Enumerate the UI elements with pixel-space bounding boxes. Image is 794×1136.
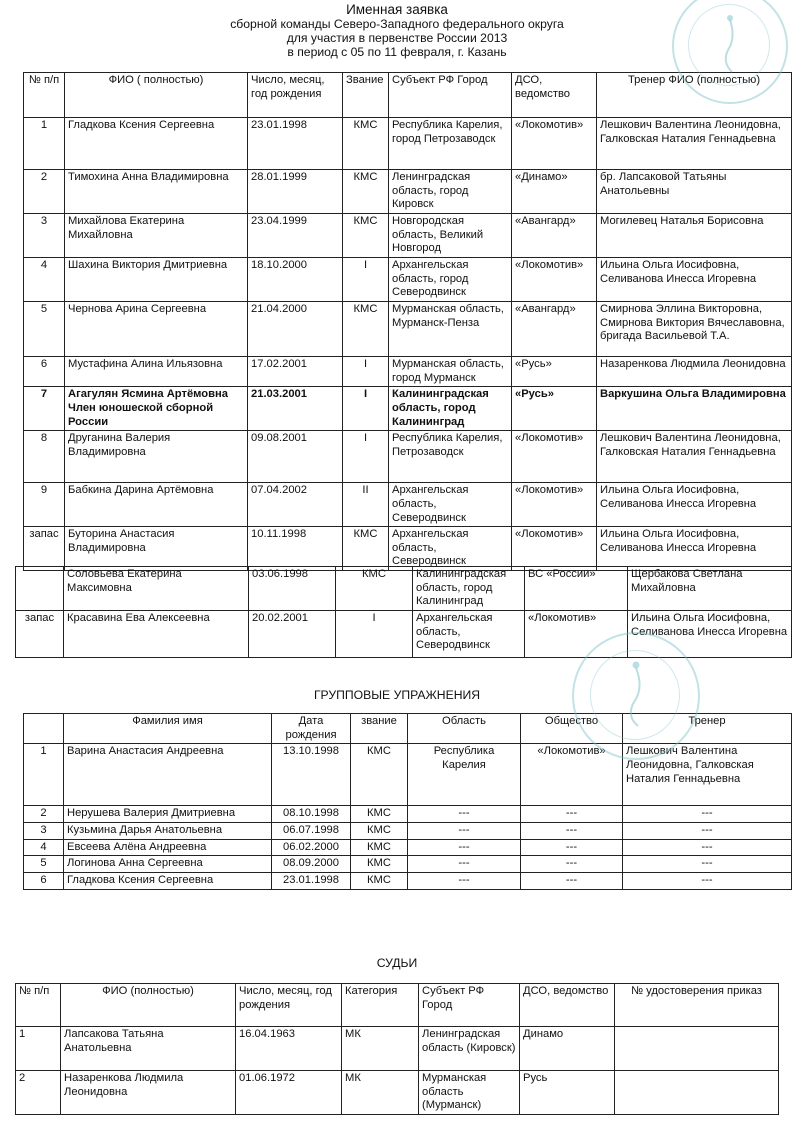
row-num: 8 [24, 431, 65, 483]
row-region: --- [408, 806, 521, 823]
row-num: 1 [24, 744, 64, 806]
table-row [16, 1071, 779, 1115]
group-header-dob: Дата рождения [272, 714, 351, 744]
athletes-table [23, 72, 792, 571]
row-rank: КМС [343, 118, 389, 170]
row-coach: --- [623, 856, 792, 873]
row-name: Чернова Арина Сергеевна [65, 301, 248, 356]
row-region: Ленинградская область, город Кировск [389, 170, 512, 214]
row-coach: Назаренкова Людмила Леонидовна [597, 356, 792, 386]
judges-header-name: ФИО (полностью) [61, 984, 236, 1027]
table-row [24, 356, 792, 386]
judges-header-region: Субъект РФ Город [419, 984, 520, 1027]
row-num: 2 [16, 1071, 61, 1115]
row-coach: Ильина Ольга Иосифовна, Селиванова Инесса Игоревна [628, 611, 792, 658]
row-rank: I [343, 431, 389, 483]
row-region: Архангельская область, Северодвинск [389, 483, 512, 527]
row-coach: Лешкович Валентина Леонидовна, Галковская Наталия Геннадьевна [623, 744, 792, 806]
row-coach: --- [623, 806, 792, 823]
row-region: Новгородская область, Великий Новгород [389, 213, 512, 257]
row-name: Бабкина Дарина Артёмовна [65, 483, 248, 527]
row-num: 5 [24, 301, 65, 356]
row-num: 2 [24, 170, 65, 214]
row-name: Нерушева Валерия Дмитриевна [64, 806, 272, 823]
row-region: --- [408, 872, 521, 889]
group-header-num [24, 714, 64, 744]
row-num: 3 [24, 213, 65, 257]
row-dob: 06.02.2000 [272, 839, 351, 856]
row-category: МК [342, 1027, 419, 1071]
row-dso: «Авангард» [512, 213, 597, 257]
judges-header-dso: ДСО, ведомство [520, 984, 615, 1027]
row-dob: 23.04.1999 [248, 213, 343, 257]
row-name: Друганина Валерия Владимировна [65, 431, 248, 483]
table-row [24, 257, 792, 301]
row-name: Шахина Виктория Дмитриевна [65, 257, 248, 301]
row-region: Архангельская область, Северодвинск [413, 611, 525, 658]
row-name: Буторина Анастасия Владимировна [65, 527, 248, 571]
row-rank: КМС [351, 856, 408, 873]
header-num: № п/п [24, 73, 65, 118]
table-row [16, 567, 792, 611]
row-dob: 21.04.2000 [248, 301, 343, 356]
row-region: --- [408, 839, 521, 856]
row-num [16, 567, 64, 611]
row-num: 9 [24, 483, 65, 527]
row-region: --- [408, 822, 521, 839]
row-coach: Ильина Ольга Иосифовна, Селиванова Инесса Игоревна [597, 257, 792, 301]
judges-header-num: № п/п [16, 984, 61, 1027]
row-dob: 28.01.1999 [248, 170, 343, 214]
row-name: Агагулян Ясмина Артёмовна Член юношеской сборной России [65, 387, 248, 431]
row-dso: ВС «России» [525, 567, 628, 611]
row-num: 5 [24, 856, 64, 873]
row-num: 4 [24, 839, 64, 856]
table-row [24, 118, 792, 170]
row-name: Соловьева Екатерина Максимовна [64, 567, 249, 611]
table-row [24, 822, 792, 839]
row-dso: «Локомотив» [512, 431, 597, 483]
row-coach: Лешкович Валентина Леонидовна, Галковская Наталия Геннадьевна [597, 431, 792, 483]
row-num: 6 [24, 356, 65, 386]
row-society: --- [521, 806, 623, 823]
row-dob: 07.04.2002 [248, 483, 343, 527]
row-dso: «Авангард» [512, 301, 597, 356]
row-dso: «Русь» [512, 387, 597, 431]
header-dso: ДСО, ведомство [512, 73, 597, 118]
row-rank: I [336, 611, 413, 658]
row-rank: КМС [343, 170, 389, 214]
header-dob: Число, месяц, год рождения [248, 73, 343, 118]
row-region: Калининградская область, город Калининград [413, 567, 525, 611]
row-region: Республика Карелия [408, 744, 521, 806]
row-dob: 18.10.2000 [248, 257, 343, 301]
header-coach: Тренер ФИО (полностью) [597, 73, 792, 118]
group-header-rank: звание [351, 714, 408, 744]
row-dso: Русь [520, 1071, 615, 1115]
row-rank: КМС [343, 527, 389, 571]
table-row [24, 806, 792, 823]
row-region: Калининградская область, город Калининград [389, 387, 512, 431]
row-coach: Могилевец Наталья Борисовна [597, 213, 792, 257]
header-region: Субъект РФ Город [389, 73, 512, 118]
judges-header-row [16, 984, 779, 1027]
row-name: Логинова Анна Сергеевна [64, 856, 272, 873]
table-row [24, 527, 792, 571]
row-rank: КМС [351, 872, 408, 889]
header-rank: Звание [343, 73, 389, 118]
row-cert [615, 1027, 779, 1071]
row-coach: Ильина Ольга Иосифовна, Селиванова Инесса Игоревна [597, 527, 792, 571]
row-rank: I [343, 257, 389, 301]
row-num: 4 [24, 257, 65, 301]
row-dob: 06.07.1998 [272, 822, 351, 839]
row-dob: 03.06.1998 [249, 567, 336, 611]
row-rank: КМС [336, 567, 413, 611]
federation-stamp-top [672, 0, 788, 104]
row-coach: Ильина Ольга Иосифовна, Селиванова Инесса Игоревна [597, 483, 792, 527]
row-society: --- [521, 822, 623, 839]
table-row [24, 872, 792, 889]
row-dob: 08.10.1998 [272, 806, 351, 823]
row-category: МК [342, 1071, 419, 1115]
row-society: --- [521, 872, 623, 889]
row-num: 3 [24, 822, 64, 839]
gymnast-emblem-icon [674, 0, 786, 102]
row-region: Мурманская область, Мурманск-Пенза [389, 301, 512, 356]
document-subtitle-event: для участия в первенстве России 2013 [286, 31, 508, 45]
row-region: Архангельская область, Северодвинск [389, 527, 512, 571]
judges-table [15, 983, 779, 1115]
table-row [24, 839, 792, 856]
row-region: Ленинградская область (Кировск) [419, 1027, 520, 1071]
row-coach: Лешкович Валентина Леонидовна, Галковская Наталия Геннадьевна [597, 118, 792, 170]
row-coach: --- [623, 872, 792, 889]
row-dso: «Локомотив» [525, 611, 628, 658]
row-dob: 09.08.2001 [248, 431, 343, 483]
group-header-name: Фамилия имя [64, 714, 272, 744]
row-name: Михайлова Екатерина Михайловна [65, 213, 248, 257]
row-num: 2 [24, 806, 64, 823]
row-rank: КМС [351, 744, 408, 806]
row-region: Мурманская область (Мурманск) [419, 1071, 520, 1115]
row-num: 7 [24, 387, 65, 431]
row-rank: КМС [351, 806, 408, 823]
row-cert [615, 1071, 779, 1115]
judges-header-cert: № удостоверения приказ [615, 984, 779, 1027]
row-dob: 16.04.1963 [236, 1027, 342, 1071]
document-subtitle-dates: в период с 05 по 11 февраля, г. Казань [287, 45, 507, 59]
federation-stamp-bottom [572, 632, 700, 760]
row-dso: «Локомотив» [512, 118, 597, 170]
table-row [24, 387, 792, 431]
row-name: Тимохина Анна Владимировна [65, 170, 248, 214]
table-row [16, 1027, 779, 1071]
row-num: 1 [24, 118, 65, 170]
row-dob: 23.01.1998 [248, 118, 343, 170]
row-rank: I [343, 387, 389, 431]
row-name: Евсеева Алёна Андреевна [64, 839, 272, 856]
row-coach: --- [623, 822, 792, 839]
row-coach: Варкушина Ольга Владимировна [597, 387, 792, 431]
row-dob: 08.09.2000 [272, 856, 351, 873]
row-name: Кузьмина Дарья Анатольевна [64, 822, 272, 839]
row-name: Варина Анастасия Андреевна [64, 744, 272, 806]
row-dob: 23.01.1998 [272, 872, 351, 889]
table-row [24, 856, 792, 873]
row-dso: Динамо [520, 1027, 615, 1071]
document-title: Именная заявка [346, 2, 448, 17]
row-name: Гладкова Ксения Сергеевна [64, 872, 272, 889]
row-rank: II [343, 483, 389, 527]
row-num: 1 [16, 1027, 61, 1071]
table-row [24, 431, 792, 483]
row-dob: 21.03.2001 [248, 387, 343, 431]
row-rank: КМС [351, 839, 408, 856]
judges-header-dob: Число, месяц, год рождения [236, 984, 342, 1027]
row-dso: «Динамо» [512, 170, 597, 214]
row-dso: «Локомотив» [512, 527, 597, 571]
row-name: Гладкова Ксения Сергеевна [65, 118, 248, 170]
row-dso: «Русь» [512, 356, 597, 386]
row-name: Назаренкова Людмила Леонидовна [61, 1071, 236, 1115]
row-rank: I [343, 356, 389, 386]
row-dso: «Локомотив» [512, 257, 597, 301]
row-region: --- [408, 856, 521, 873]
row-region: Мурманская область, город Мурманск [389, 356, 512, 386]
row-num: запас [16, 611, 64, 658]
row-dob: 01.06.1972 [236, 1071, 342, 1115]
row-coach: Смирнова Эллина Викторовна, Смирнова Виктория Вячеславовна, бригада Васильевой Т.А. [597, 301, 792, 356]
row-rank: КМС [343, 213, 389, 257]
group-header-region: Область [408, 714, 521, 744]
header-name: ФИО ( полностью) [65, 73, 248, 118]
row-coach: бр. Лапсаковой Татьяны Анатольевны [597, 170, 792, 214]
row-society: «Локомотив» [521, 744, 623, 806]
table-row [24, 301, 792, 356]
row-region: Архангельская область, город Северодвинск [389, 257, 512, 301]
row-dob: 13.10.1998 [272, 744, 351, 806]
row-name: Красавина Ева Алексеевна [64, 611, 249, 658]
row-num: 6 [24, 872, 64, 889]
row-num: запас [24, 527, 65, 571]
table-row [24, 483, 792, 527]
row-coach: Щербакова Светлана Михайловна [628, 567, 792, 611]
row-dob: 17.02.2001 [248, 356, 343, 386]
group-header-coach: Тренер [623, 714, 792, 744]
judges-section-title: СУДЬИ [376, 956, 418, 970]
row-dob: 10.11.1998 [248, 527, 343, 571]
group-header-society: Общество [521, 714, 623, 744]
row-rank: КМС [343, 301, 389, 356]
row-region: Республика Карелия, город Петрозаводск [389, 118, 512, 170]
row-region: Республика Карелия, Петрозаводск [389, 431, 512, 483]
row-dso: «Локомотив» [512, 483, 597, 527]
document-subtitle-team: сборной команды Северо-Западного федерального округа [230, 17, 564, 31]
table-row [24, 170, 792, 214]
table-row [24, 213, 792, 257]
row-society: --- [521, 839, 623, 856]
group-section-title: ГРУППОВЫЕ УПРАЖНЕНИЯ [313, 688, 481, 702]
judges-header-category: Категория [342, 984, 419, 1027]
row-name: Лапсакова Татьяна Анатольевна [61, 1027, 236, 1071]
row-society: --- [521, 856, 623, 873]
gymnast-emblem-icon [574, 634, 698, 758]
row-rank: КМС [351, 822, 408, 839]
row-coach: --- [623, 839, 792, 856]
row-dob: 20.02.2001 [249, 611, 336, 658]
row-name: Мустафина Алина Ильязовна [65, 356, 248, 386]
